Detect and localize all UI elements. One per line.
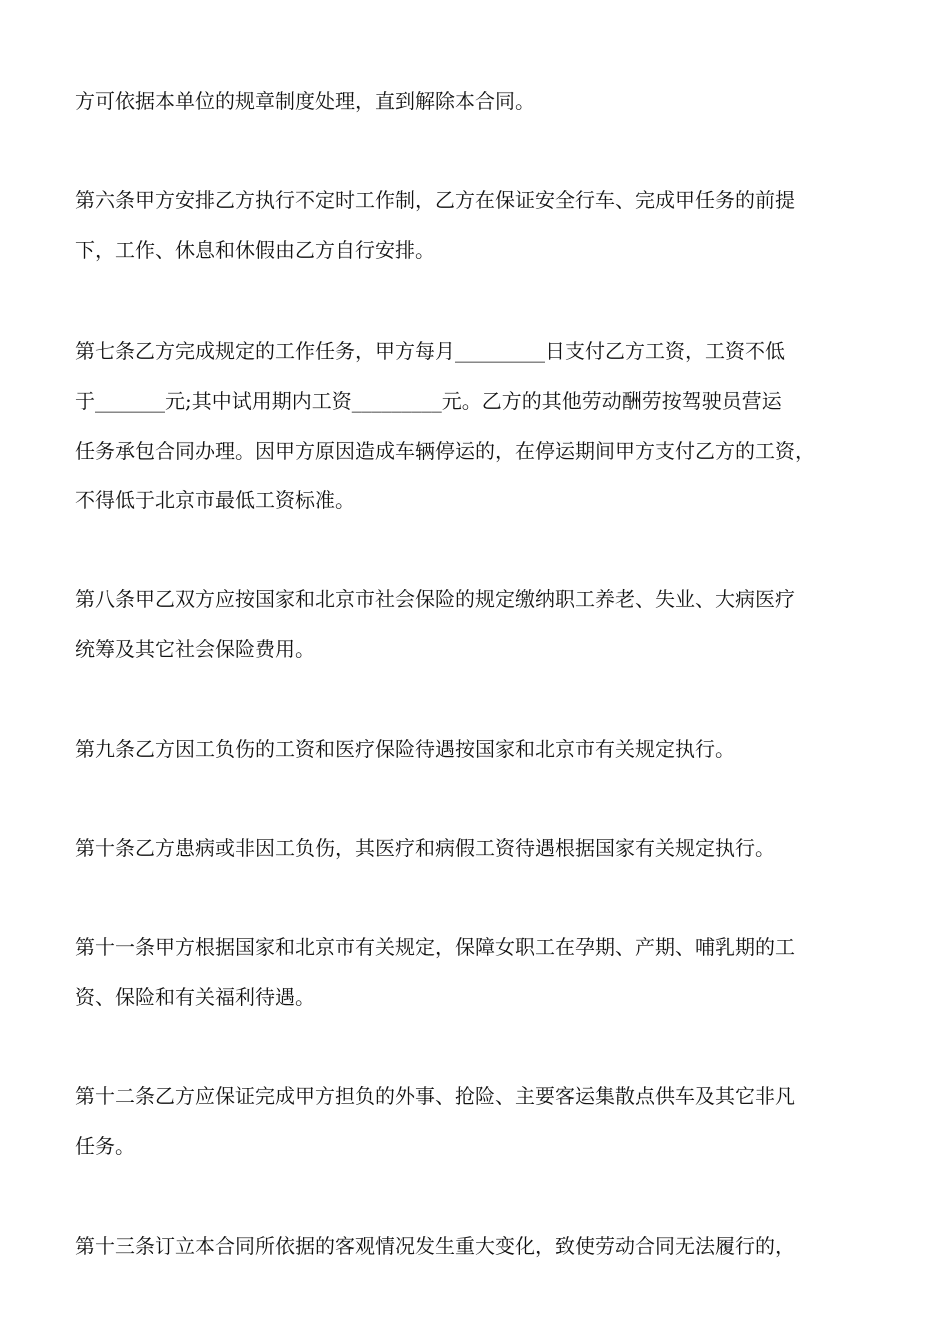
article-9-line-1: 第九条乙方因工负伤的工资和医疗保险待遇按国家和北京市有关规定执行。: [75, 737, 735, 761]
article-13-line-1: 第十三条订立本合同所依据的客观情况发生重大变化，致使劳动合同无法履行的，: [75, 1234, 795, 1258]
article-6-line-2: 下，工作、休息和休假由乙方自行安排。: [75, 238, 435, 262]
article-11-line-2: 资、保险和有关福利待遇。: [75, 985, 315, 1009]
article-11-line-1: 第十一条甲方根据国家和北京市有关规定，保障女职工在孕期、产期、哺乳期的工: [75, 935, 795, 959]
article-6-line-1: 第六条甲方安排乙方执行不定时工作制，乙方在保证安全行车、完成甲任务的前提: [75, 188, 795, 212]
article-8-line-1: 第八条甲乙双方应按国家和北京市社会保险的规定缴纳职工养老、失业、大病医疗: [75, 587, 795, 611]
article-8-line-2: 统筹及其它社会保险费用。: [75, 637, 315, 661]
article-7-line-3: 任务承包合同办理。因甲方原因造成车辆停运的，在停运期间甲方支付乙方的工资，: [75, 439, 815, 463]
article-7-line-4: 不得低于北京市最低工资标准。: [75, 488, 355, 512]
article-7-line-1: 第七条乙方完成规定的工作任务，甲方每月_________日支付乙方工资，工资不低: [75, 339, 785, 363]
article-10-line-1: 第十条乙方患病或非因工负伤，其医疗和病假工资待遇根据国家有关规定执行。: [75, 836, 775, 860]
article-12-line-1: 第十二条乙方应保证完成甲方担负的外事、抢险、主要客运集散点供车及其它非凡: [75, 1084, 795, 1108]
line-continuation-article-5: 方可依据本单位的规章制度处理，直到解除本合同。: [75, 89, 535, 113]
article-12-line-2: 任务。: [75, 1134, 135, 1158]
article-7-line-2: 于_______元;其中试用期内工资_________元。乙方的其他劳动酬劳按驾驶员营运: [75, 389, 782, 413]
